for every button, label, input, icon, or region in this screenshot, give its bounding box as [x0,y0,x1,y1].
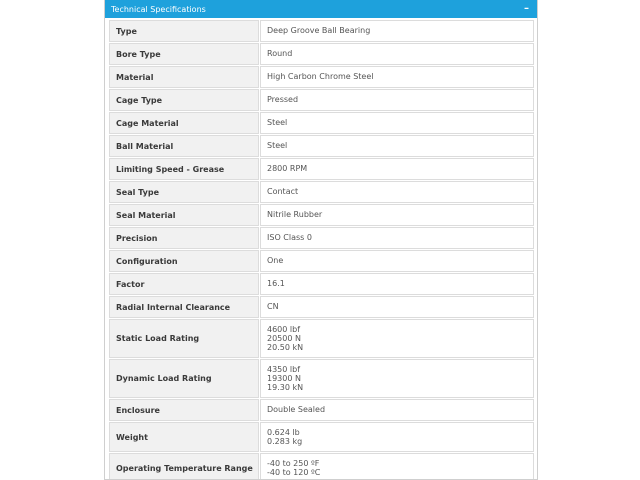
spec-value-line: 2800 RPM [267,164,308,174]
spec-label: Seal Type [109,181,259,203]
spec-row [109,158,534,180]
spec-value [260,453,534,480]
spec-value-line: Steel [267,141,288,151]
spec-value-line: 19.30 kN [267,383,304,393]
spec-label: Cage Material [109,112,259,134]
tech-specs-panel [104,0,538,480]
spec-label: Enclosure [109,399,259,421]
spec-row [109,296,534,318]
spec-value [260,422,534,452]
spec-value [260,20,534,42]
spec-label: Material [109,66,259,88]
spec-table [105,18,537,480]
spec-label: Type [109,20,259,42]
spec-label: Seal Material [109,204,259,226]
spec-row [109,359,534,398]
spec-value-line: 16.1 [267,279,285,289]
spec-value-line: ISO Class 0 [267,233,312,243]
spec-label: Bore Type [109,43,259,65]
spec-value-line: Round [267,49,293,59]
spec-label: Precision [109,227,259,249]
spec-value-line: 0.624 lb [267,427,300,437]
spec-value [260,135,534,157]
spec-row [109,112,534,134]
spec-row [109,66,534,88]
spec-value-line: High Carbon Chrome Steel [267,72,374,82]
spec-value-line: Pressed [267,95,299,105]
spec-value [260,43,534,65]
spec-label: Ball Material [109,135,259,157]
spec-value [260,227,534,249]
spec-row [109,204,534,226]
spec-value-line: Deep Groove Ball Bearing [267,26,371,36]
spec-row [109,135,534,157]
spec-value [260,399,534,421]
spec-value-line: -40 to 250 ºF [267,458,320,468]
spec-value-line: CN [267,302,279,312]
panel-header[interactable] [105,0,537,18]
spec-value [260,359,534,398]
spec-value [260,66,534,88]
spec-label: Static Load Rating [109,319,259,358]
spec-row [109,43,534,65]
spec-row [109,319,534,358]
spec-value-line: 4350 lbf [267,364,301,374]
spec-value-line: 19300 N [267,373,301,383]
spec-value-line: Nitrile Rubber [267,210,323,220]
spec-value-line: 0.283 kg [267,437,303,446]
spec-row [109,422,534,452]
spec-value-line: Contact [267,187,299,197]
spec-value [260,204,534,226]
spec-label: Operating Temperature Range [109,453,259,480]
spec-value-line: 20500 N [267,333,301,343]
spec-row [109,273,534,295]
spec-row [109,227,534,249]
spec-value [260,273,534,295]
spec-value-line: 4600 lbf [267,324,301,334]
spec-label: Dynamic Load Rating [109,359,259,398]
spec-label: Weight [109,422,259,452]
spec-value [260,250,534,272]
spec-row [109,89,534,111]
spec-row [109,181,534,203]
spec-value-line: One [267,256,284,266]
spec-label: Radial Internal Clearance [109,296,259,318]
spec-value [260,296,534,318]
spec-value [260,158,534,180]
spec-label: Limiting Speed - Grease [109,158,259,180]
spec-row [109,453,534,480]
collapse-icon[interactable]: – [524,3,529,14]
spec-label: Factor [109,273,259,295]
spec-row [109,399,534,421]
spec-value-line: 20.50 kN [267,343,304,353]
spec-value [260,112,534,134]
spec-row [109,20,534,42]
panel-title: Technical Specifications [111,4,206,14]
spec-row [109,250,534,272]
spec-label: Configuration [109,250,259,272]
spec-label: Cage Type [109,89,259,111]
spec-value [260,181,534,203]
spec-value-line: Double Sealed [267,405,326,415]
spec-value-line: Steel [267,118,288,128]
spec-value [260,89,534,111]
spec-value-line: -40 to 120 ºC [267,468,321,477]
spec-value [260,319,534,358]
